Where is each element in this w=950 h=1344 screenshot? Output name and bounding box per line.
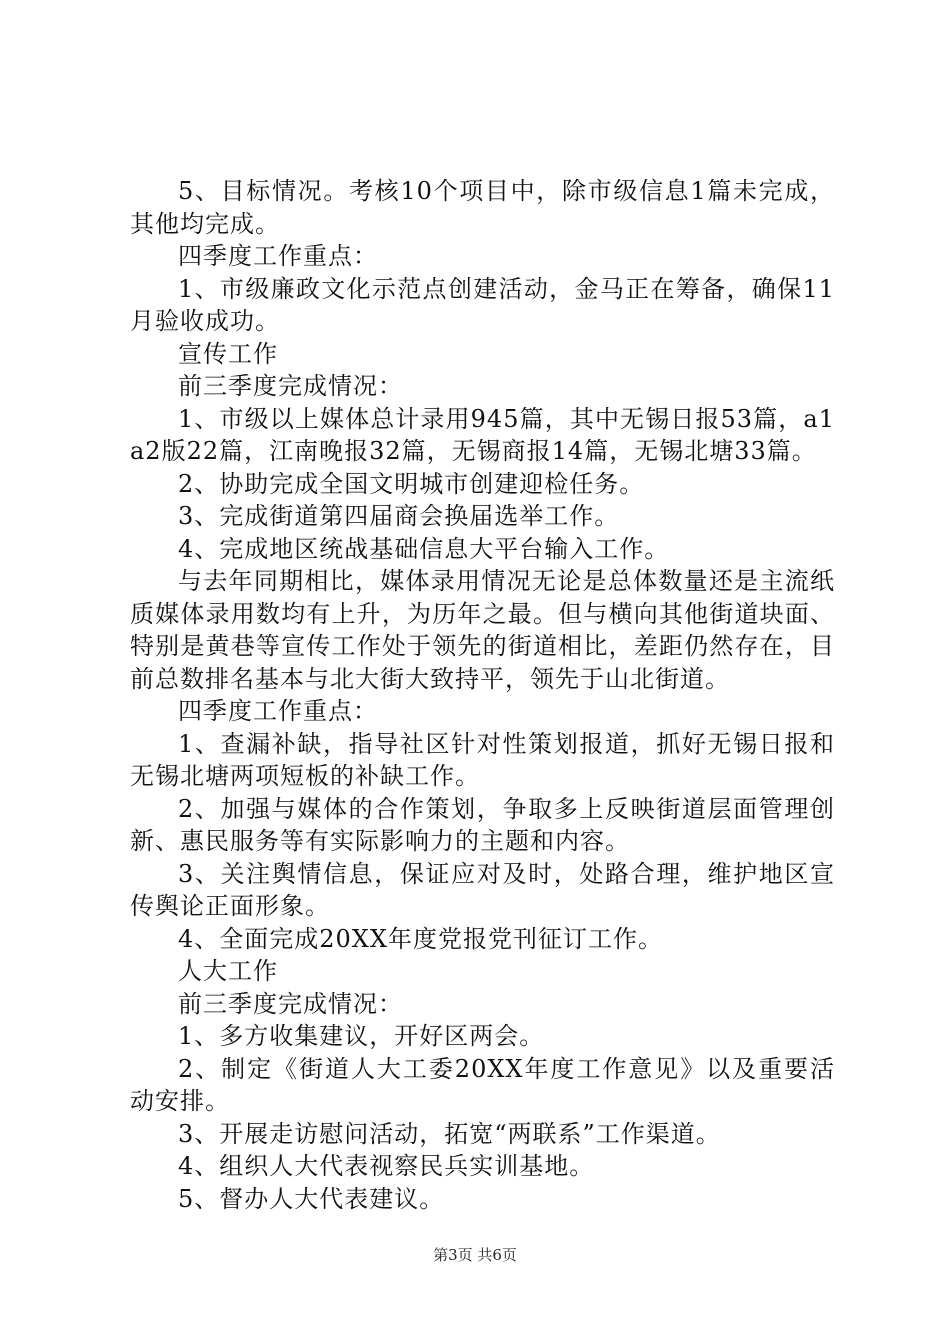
body-text xyxy=(130,175,835,1215)
paragraph: 1、市级以上媒体总计录用945篇，其中无锡日报53篇，a1a2版22篇，江南晚报32篇，无锡商报14篇，无锡北塘33篇。 xyxy=(130,404,835,465)
paragraph: 3、关注舆情信息，保证应对及时，处路合理，维护地区宣传舆论正面形象。 xyxy=(130,859,835,920)
paragraph: 5、督办人大代表建议。 xyxy=(178,1184,445,1213)
paragraph: 1、多方收集建议，开好区两会。 xyxy=(178,1022,545,1050)
paragraph: 2、协助完成全国文明城市创建迎检任务。 xyxy=(178,469,645,498)
section-heading: 宣传工作 xyxy=(178,339,278,368)
section-subheading: 四季度工作重点： xyxy=(178,242,378,270)
paragraph: 1、查漏补缺，指导社区针对性策划报道，抓好无锡日报和无锡北塘两项短板的补缺工作。 xyxy=(130,729,835,790)
paragraph: 4、完成地区统战基础信息大平台输入工作。 xyxy=(178,534,670,563)
paragraph: 1、市级廉政文化示范点创建活动，金马正在筹备，确保11月验收成功。 xyxy=(130,274,835,335)
section-heading: 人大工作 xyxy=(178,957,278,985)
paragraph: 3、完成街道第四届商会换届选举工作。 xyxy=(178,502,620,530)
paragraph: 与去年同期相比，媒体录用情况无论是总体数量还是主流纸质媒体录用数均有上升，为历年之最。但与横向其他街道块面、特别是黄巷等宣传工作处于领先的街道相比，差距仍然存在，目前总数排名基本与北大街大致持平，领先于山北街道。 xyxy=(130,567,835,693)
section-subheading: 前三季度完成情况： xyxy=(178,989,403,1018)
section-subheading: 四季度工作重点： xyxy=(178,697,378,725)
section-subheading: 前三季度完成情况： xyxy=(178,372,403,400)
paragraph: 4、全面完成20XX年度党报党刊征订工作。 xyxy=(178,924,663,953)
paragraph: 2、加强与媒体的合作策划，争取多上反映街道层面管理创新、惠民服务等有实际影响力的主题和内容。 xyxy=(130,794,835,855)
paragraph: 5、目标情况。考核10个项目中，除市级信息1篇未完成，其他均完成。 xyxy=(130,177,835,238)
paragraph: 4、组织人大代表视察民兵实训基地。 xyxy=(178,1152,595,1180)
paragraph: 3、开展走访慰问活动，拓宽“两联系”工作渠道。 xyxy=(178,1119,721,1148)
page-number-footer: 第3页 共6页 xyxy=(433,1246,517,1264)
paragraph: 2、制定《街道人大工委20XX年度工作意见》以及重要活动安排。 xyxy=(130,1054,835,1115)
